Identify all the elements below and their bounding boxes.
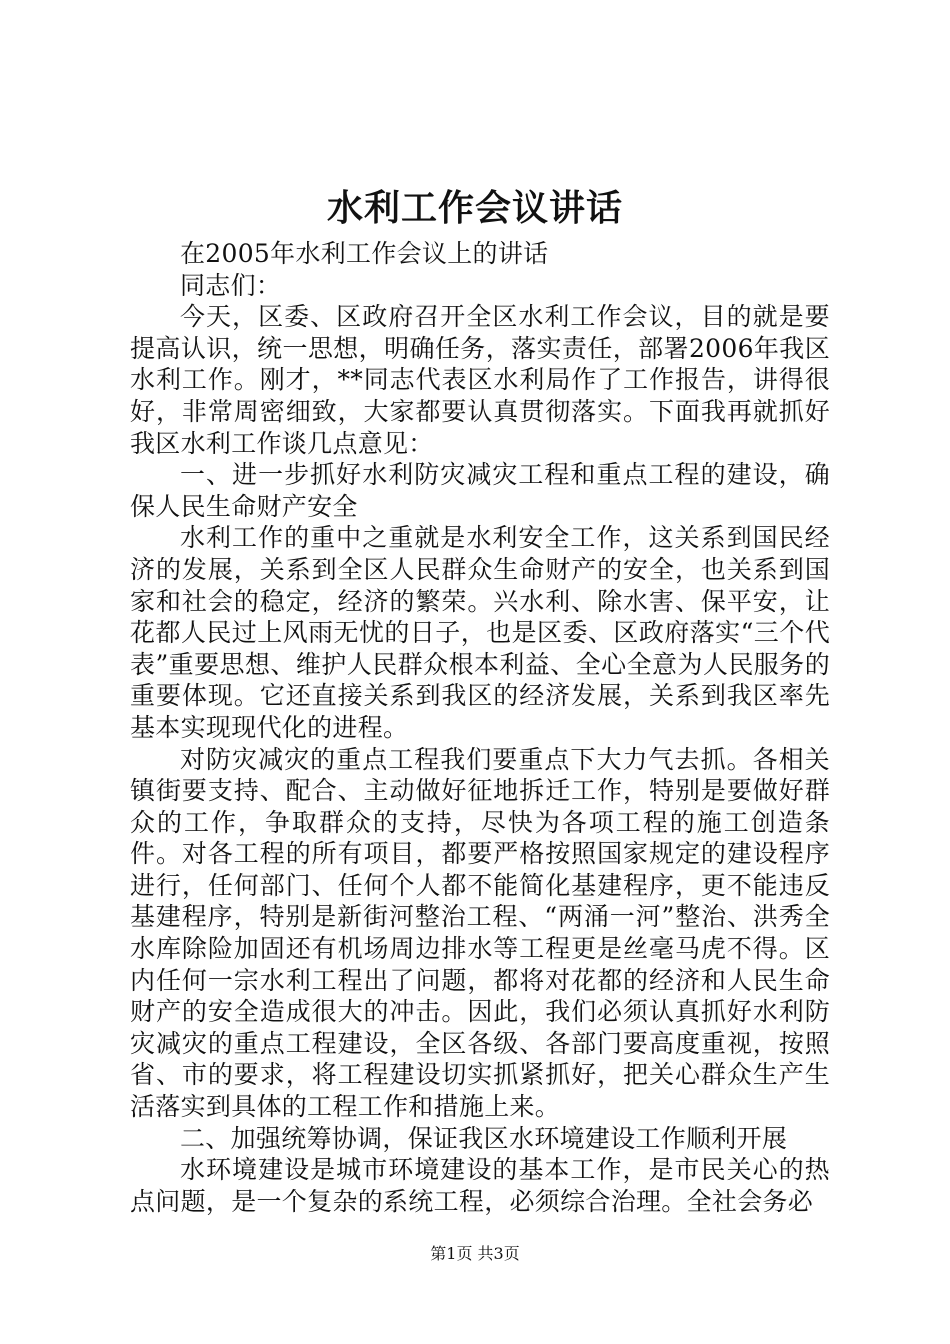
section-heading: 二、加强统筹协调，保证我区水环境建设工作顺利开展	[180, 1123, 788, 1153]
body-paragraph: 今天，区委、区政府召开全区水利工作会议，目的就是要提高认识，统一思想，明确任务，落实责任，部署2006年我区水利工作。刚才，**同志代表区水利局作了工作报告，讲得很好，非常周密细致，大家都要认真贯彻落实。下面我再就抓好我区水利工作谈几点意见：	[130, 302, 830, 458]
body-paragraph: 水利工作的重中之重就是水利安全工作，这关系到国民经济的发展，关系到全区人民群众生命财产的安全，也关系到国家和社会的稳定，经济的繁荣。兴水利、除水害、保平安，让花都人民过上风雨无忧的日子，也是区委、区政府落实“三个代表”重要思想、维护人民群众根本利益、全心全意为人民服务的重要体现。它还直接关系到我区的经济发展，关系到我区率先基本实现现代化的进程。	[130, 523, 830, 742]
subtitle-paragraph: 在2005年水利工作会议上的讲话	[180, 239, 549, 268]
body-paragraph: 水环境建设是城市环境建设的基本工作，是市民关心的热点问题，是一个复杂的系统工程，必须综合治理。全社会务必	[130, 1155, 830, 1216]
salutation-paragraph: 同志们：	[180, 270, 282, 300]
section-heading: 一、进一步抓好水利防灾减灾工程和重点工程的建设，确保人民生命财产安全	[130, 460, 830, 521]
document-body	[130, 238, 830, 1217]
page-footer: 第1页 共3页	[430, 1244, 520, 1263]
document-title: 水利工作会议讲话	[326, 187, 623, 229]
body-paragraph: 对防灾减灾的重点工程我们要重点下大力气去抓。各相关镇街要支持、配合、主动做好征地拆迁工作，特别是要做好群众的工作，争取群众的支持，尽快为各项工程的施工创造条件。对各工程的所有项目，都要严格按照国家规定的建设程序进行，任何部门、任何个人都不能简化基建程序，更不能违反基建程序，特别是新街河整治工程、“两涌一河”整治、洪秀全水库除险加固还有机场周边排水等工程更是丝毫马虎不得。区内任何一宗水利工程出了问题，都将对花都的经济和人民生命财产的安全造成很大的冲击。因此，我们必须认真抓好水利防灾减灾的重点工程建设，全区各级、各部门要高度重视，按照省、市的要求，将工程建设切实抓紧抓好，把关心群众生产生活落实到具体的工程工作和措施上来。	[130, 744, 830, 1122]
